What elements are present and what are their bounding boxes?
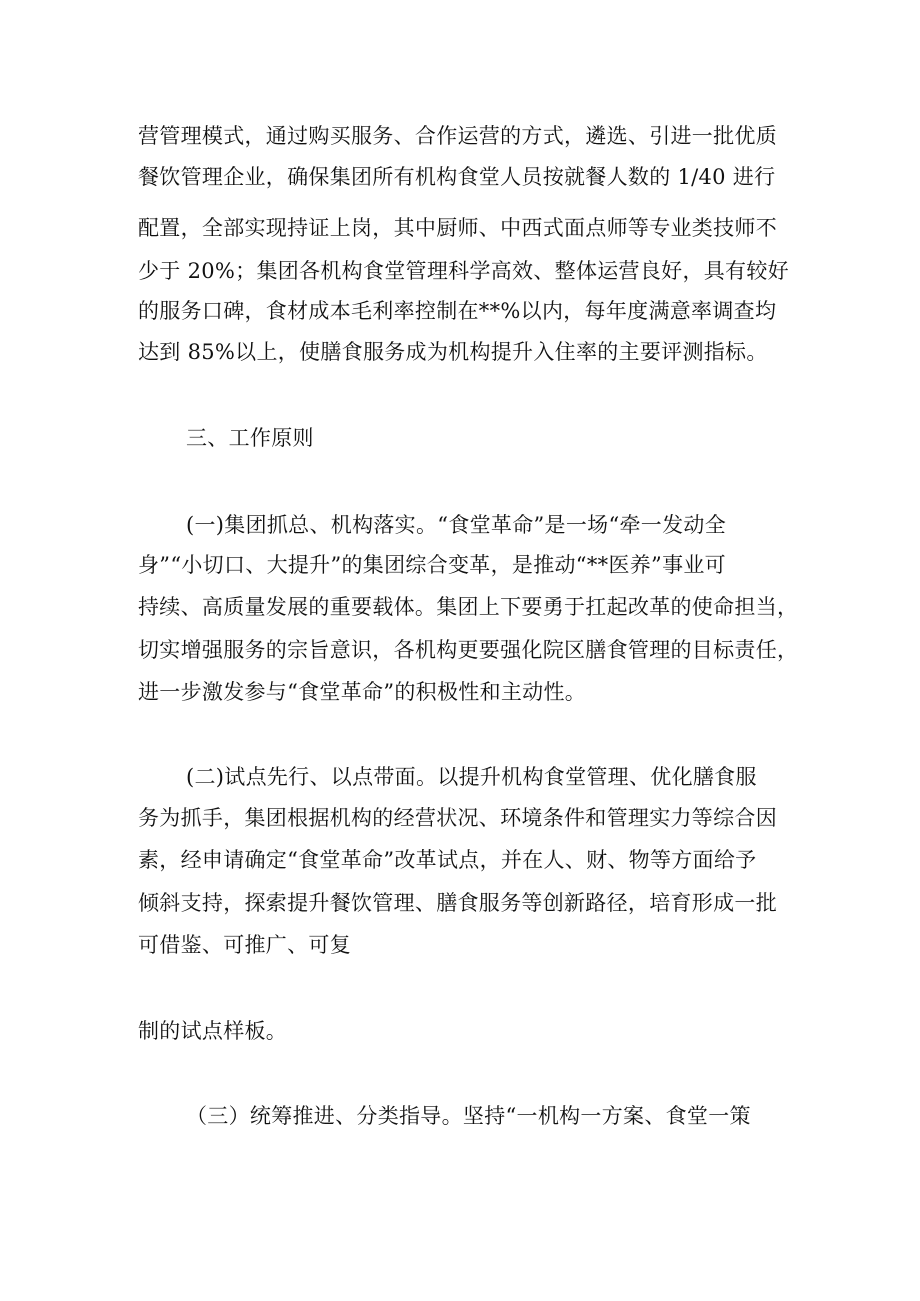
paragraph-line: 进一步激发参与“食堂革命”的积极性和主动性。 [138, 680, 587, 704]
paragraph-line: 可借鉴、可推广、可复 [138, 933, 351, 957]
paragraph-line: 身”“小切口、大提升”的集团综合变革，是推动“**医养”事业可 [138, 553, 726, 577]
paragraph-line: 制的试点样板。 [138, 1019, 288, 1043]
paragraph-line: 切实增强服务的宗旨意识，各机构更要强化院区膳食管理的目标责任， [138, 638, 799, 662]
paragraph-line: （三）统筹推进、分类指导。坚持“一机构一方案、食堂一策 [186, 1104, 751, 1128]
paragraph-line: 素，经申请确定“食堂革命”改革试点，并在人、财、物等方面给予 [138, 848, 757, 872]
paragraph-line: 营管理模式，通过购买服务、合作运营的方式，遴选、引进一批优质 [138, 124, 777, 148]
paragraph-line: (一)集团抓总、机构落实。“食堂革命”是一场“牵一发动全 [186, 513, 726, 537]
paragraph-line: 达到 85%以上，使膳食服务成为机构提升入住率的主要评测指标。 [138, 340, 768, 364]
paragraph-line: 务为抓手，集团根据机构的经营状况、环境条件和管理实力等综合因 [138, 806, 777, 830]
section-heading: 三、工作原则 [186, 426, 314, 450]
paragraph-line: 倾斜支持，探索提升餐饮管理、膳食服务等创新路径，培育形成一批 [138, 891, 777, 915]
paragraph-line: 配置，全部实现持证上岗，其中厨师、中西式面点师等专业类技师不 [138, 216, 777, 240]
paragraph-line: 餐饮管理企业，确保集团所有机构食堂人员按就餐人数的 1/40 进行 [138, 165, 776, 189]
paragraph-line: 少于 20%；集团各机构食堂管理科学高效、整体运营良好，具有较好 [138, 259, 789, 283]
paragraph-line: 的服务口碑，食材成本毛利率控制在**%以内，每年度满意率调查均 [138, 299, 777, 323]
paragraph-line: (二)试点先行、以点带面。以提升机构食堂管理、优化膳食服 [186, 765, 757, 789]
paragraph-line: 持续、高质量发展的重要载体。集团上下要勇于扛起改革的使命担当， [138, 595, 799, 619]
